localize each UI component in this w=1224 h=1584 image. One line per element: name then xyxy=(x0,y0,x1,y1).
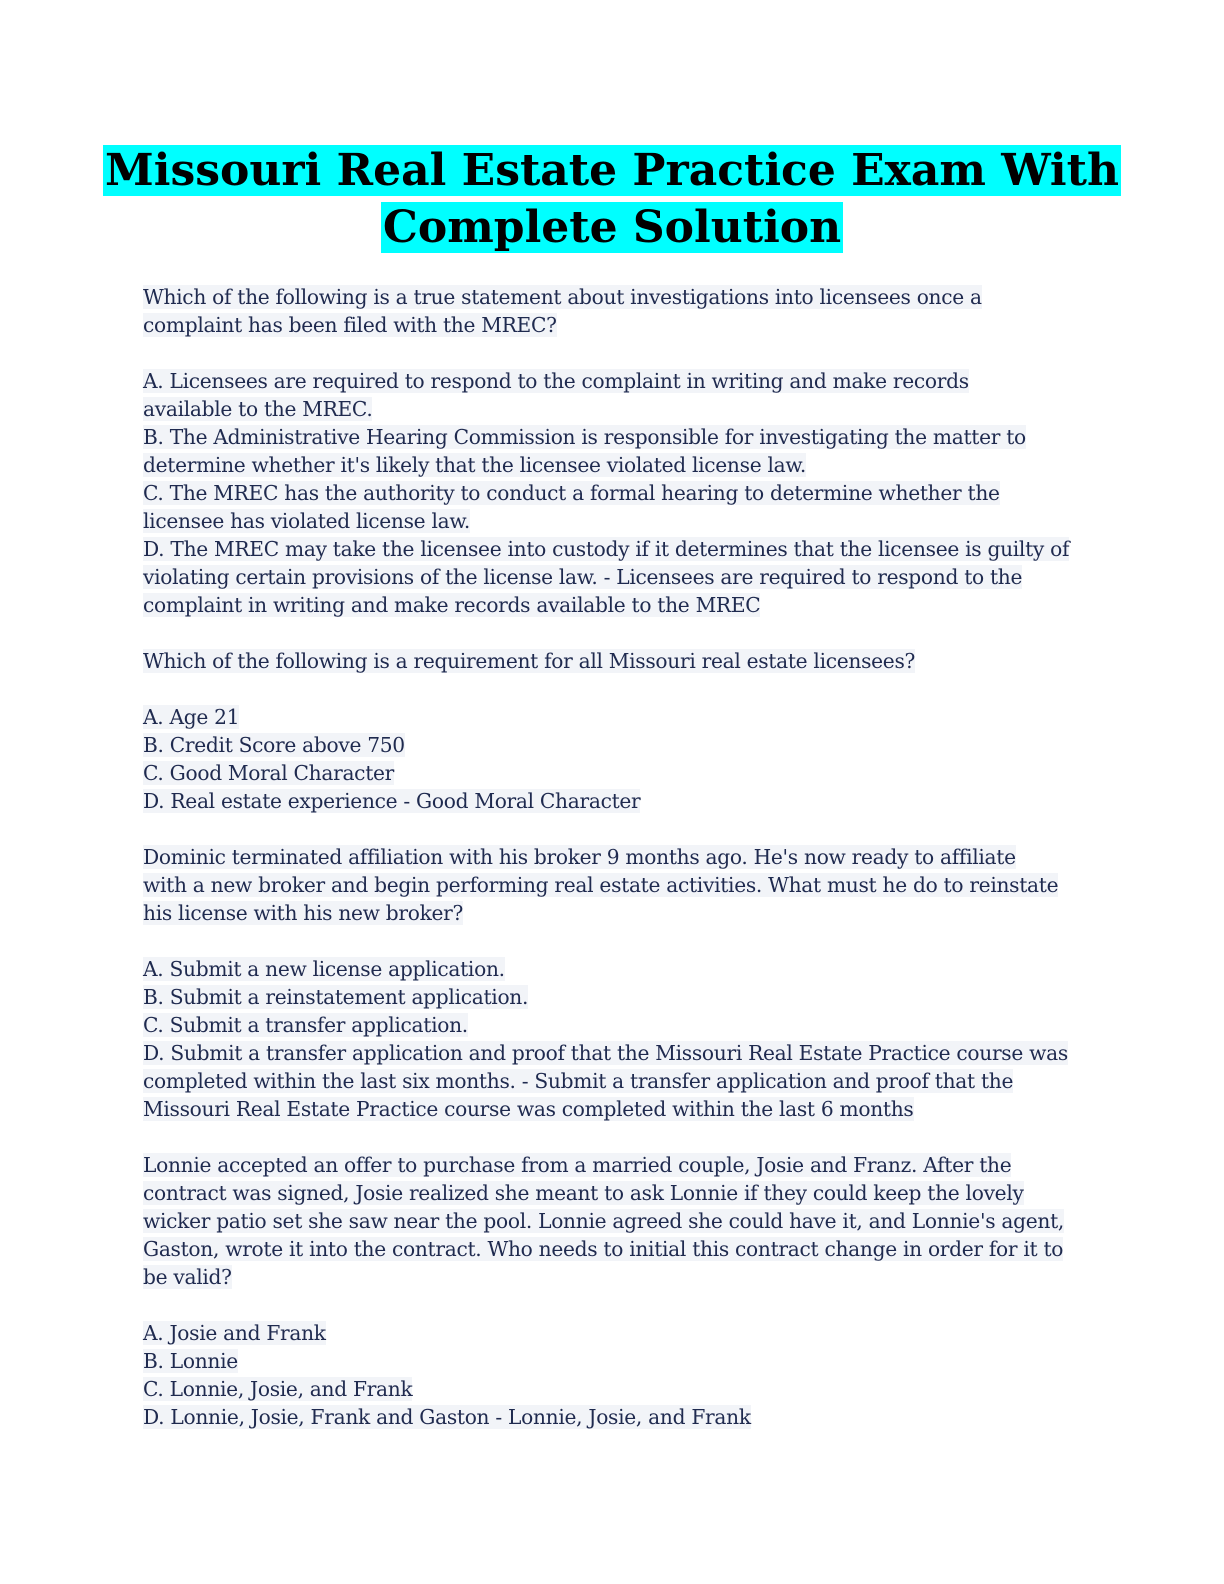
question-text-line: Gaston, wrote it into the contract. Who needs to initial this contract change in order for it to xyxy=(143,1237,1064,1261)
answer-line: C. Lonnie, Josie, and Frank xyxy=(143,1377,413,1401)
question-text-line: contract was signed, Josie realized she meant to ask Lonnie if they could keep the lovely xyxy=(143,1181,1024,1205)
question-text-line: be valid? xyxy=(143,1265,232,1289)
answer-line: completed within the last six months. - Submit a transfer application and proof that the xyxy=(143,1069,1014,1093)
question-text-line: his license with his new broker? xyxy=(143,901,464,925)
answer-line: B. Submit a reinstatement application. xyxy=(143,985,529,1009)
question-text-line: wicker patio set she saw near the pool. Lonnie agreed she could have it, and Lonnie's agent, xyxy=(143,1209,1065,1233)
answers-3 xyxy=(143,955,1083,1123)
answer-line: B. Credit Score above 750 xyxy=(143,733,405,757)
answer-line: A. Licensees are required to respond to the complaint in writing and make records xyxy=(143,369,969,393)
answer-line: determine whether it's likely that the licensee violated license law. xyxy=(143,453,807,477)
question-3 xyxy=(143,843,1083,927)
title-line-1: Missouri Real Estate Practice Exam With xyxy=(105,145,1119,196)
title-line-2: Complete Solution xyxy=(382,202,842,253)
answer-line: D. The MREC may take the licensee into custody if it determines that the licensee is guilty of xyxy=(143,537,1070,561)
answer-line: D. Lonnie, Josie, Frank and Gaston - Lonnie, Josie, and Frank xyxy=(143,1405,751,1429)
answer-line: B. Lonnie xyxy=(143,1349,238,1373)
answer-line: licensee has violated license law. xyxy=(143,509,471,533)
question-text-line: Which of the following is a requirement for all Missouri real estate licensees? xyxy=(143,649,916,673)
answer-line: A. Josie and Frank xyxy=(143,1321,326,1345)
answer-line: complaint in writing and make records available to the MREC xyxy=(143,593,761,617)
question-text-line: Dominic terminated affiliation with his broker 9 months ago. He's now ready to affiliate xyxy=(143,845,1016,869)
answer-line: D. Real estate experience - Good Moral Character xyxy=(143,789,641,813)
answer-line: C. Submit a transfer application. xyxy=(143,1013,468,1037)
question-2 xyxy=(143,647,1083,675)
question-text-line: Which of the following is a true statement about investigations into licensees once a xyxy=(143,285,982,309)
answer-line: violating certain provisions of the license law. - Licensees are required to respond to the xyxy=(143,565,1023,589)
document-body xyxy=(143,283,1083,1459)
document-title xyxy=(0,142,1224,256)
answer-line: Missouri Real Estate Practice course was completed within the last 6 months xyxy=(143,1097,914,1121)
answer-line: A. Age 21 xyxy=(143,705,240,729)
answers-4 xyxy=(143,1319,1083,1431)
answer-line: C. The MREC has the authority to conduct a formal hearing to determine whether the xyxy=(143,481,1000,505)
answer-line: D. Submit a transfer application and proof that the Missouri Real Estate Practice course was xyxy=(143,1041,1068,1065)
answer-line: A. Submit a new license application. xyxy=(143,957,505,981)
answers-2 xyxy=(143,703,1083,815)
answers-1 xyxy=(143,367,1083,619)
question-text-line: with a new broker and begin performing real estate activities. What must he do to reinstate xyxy=(143,873,1059,897)
answer-line: available to the MREC. xyxy=(143,397,373,421)
question-text-line: Lonnie accepted an offer to purchase from a married couple, Josie and Franz. After the xyxy=(143,1153,1012,1177)
question-1 xyxy=(143,283,1083,339)
question-4 xyxy=(143,1151,1083,1291)
answer-line: B. The Administrative Hearing Commission is responsible for investigating the matter to xyxy=(143,425,1026,449)
question-text-line: complaint has been filed with the MREC? xyxy=(143,313,557,337)
answer-line: C. Good Moral Character xyxy=(143,761,395,785)
